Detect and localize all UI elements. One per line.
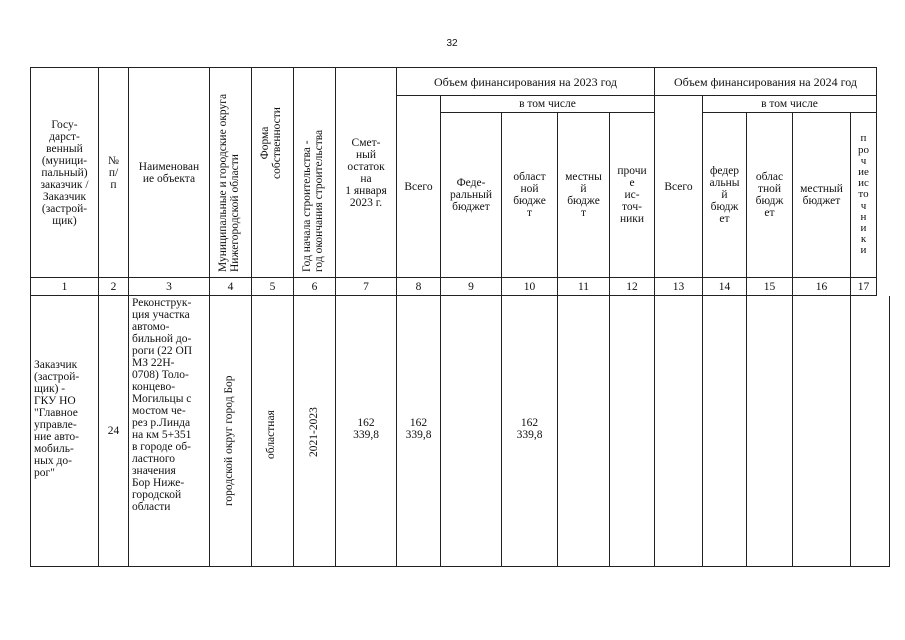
header-total-2023: Всего: [404, 180, 433, 193]
rule: [30, 566, 890, 567]
header-financing-2023: Объем финансирования на 2023 год: [433, 74, 618, 89]
column-number: 16: [815, 280, 828, 293]
column-number: 2: [110, 280, 117, 293]
row-customer: Заказчик (застрой- щик) - ГКУ НО "Главное управле- ние авто- мобиль- ных до- рог": [34, 359, 80, 479]
row-ownership: областная: [265, 410, 277, 459]
column-number: 12: [626, 280, 638, 293]
rule: [876, 67, 877, 296]
row-total-2023: 162 339,8: [405, 417, 432, 441]
header-balance: Смет- ный остаток на 1 января 2023 г.: [345, 136, 387, 209]
row-object-name: Реконструк- ция участка автомо- бильной до- роги (22 ОП МЗ 22Н- 0708) Толо- концево- Могильцы с мостом че- рез р.Линда на км 5+351 в городе об- ластного значения Бор Ниже- городской области: [132, 297, 193, 513]
rule: [889, 296, 890, 567]
column-number: 13: [672, 280, 685, 293]
column-number: 14: [718, 280, 731, 293]
column-number: 5: [269, 280, 276, 293]
header-local-2024: местный бюджет: [800, 183, 843, 207]
header-regional-2023: област ной бюдже т: [513, 171, 546, 219]
header-customer: Госу- дарст- венный (муници- пальный) заказчик / Заказчик (застрой- щик): [40, 118, 89, 227]
column-number: 9: [468, 280, 474, 293]
column-number: 4: [227, 280, 234, 293]
column-number: 6: [311, 280, 318, 293]
rule: [251, 67, 252, 567]
header-municipality: Муниципальные и городские округа Нижегородской области: [217, 93, 241, 272]
rule: [30, 295, 877, 296]
row-regional-2023: 162 339,8: [516, 417, 543, 441]
header-including-2023: в том числе: [519, 98, 576, 110]
column-number: 1: [61, 280, 68, 293]
header-ownership: Форма собственности: [259, 107, 283, 179]
header-federal-2023: Феде- ральный бюджет: [450, 177, 492, 213]
row-number: 24: [107, 425, 120, 437]
header-years: Год начала строительства - год окончания строительства: [301, 129, 325, 272]
header-regional-2024: облас тной бюдж ет: [755, 171, 784, 219]
column-number: 8: [415, 280, 422, 293]
header-other-2024: п ро ч ие ис то ч н и к и: [858, 132, 869, 257]
column-number: 17: [857, 280, 870, 293]
row-balance: 162 339,8: [353, 417, 379, 441]
rule: [293, 67, 294, 567]
column-number: 15: [763, 280, 776, 293]
header-local-2023: местны й бюдже т: [565, 171, 602, 219]
column-number: 7: [363, 280, 369, 293]
header-financing-2024: Объем финансирования на 2024 год: [673, 74, 858, 89]
column-number: 11: [577, 280, 590, 293]
header-federal-2024: федер альны й бюдж ет: [709, 165, 740, 225]
column-number: 3: [166, 280, 172, 293]
header-object-name: Наименован ие объекта: [138, 160, 200, 185]
page-number: 32: [446, 38, 458, 49]
header-total-2024: Всего: [664, 180, 693, 193]
header-other-2023: прочи е ис- точ- ники: [617, 165, 647, 225]
header-number: № п/ п: [108, 154, 119, 191]
row-years: 2021-2023: [308, 407, 320, 457]
column-number: 10: [523, 280, 536, 293]
row-municipality: городской округ город Бор: [223, 375, 235, 506]
header-including-2024: в том числе: [761, 98, 818, 110]
